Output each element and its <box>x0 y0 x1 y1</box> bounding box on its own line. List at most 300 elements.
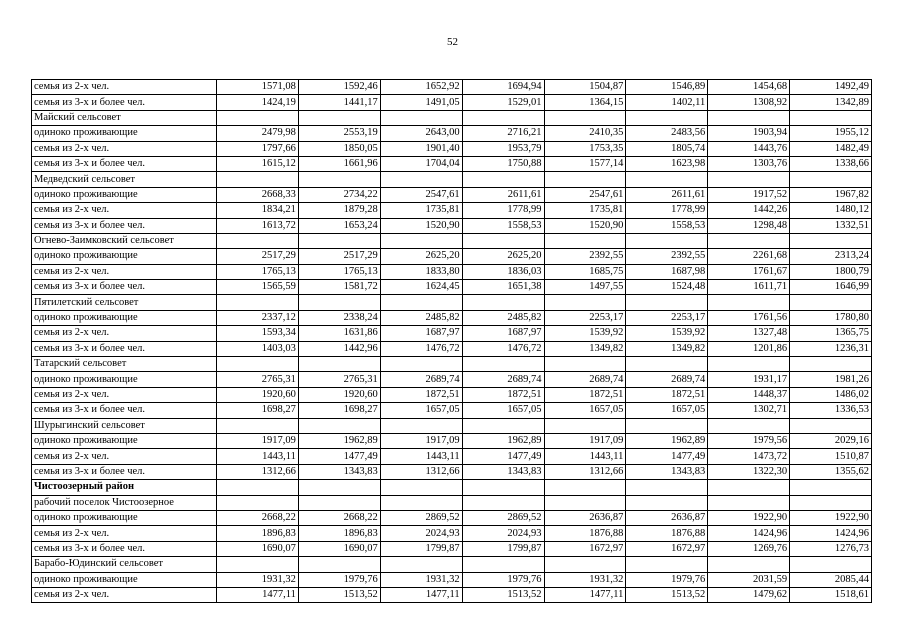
table-cell: 1672,97 <box>544 541 626 556</box>
table-cell <box>708 418 790 433</box>
section-name: рабочий поселок Чистоозерное <box>32 495 217 510</box>
table-cell: 2636,87 <box>626 510 708 525</box>
table-cell: 1931,17 <box>708 372 790 387</box>
table-cell: 1338,66 <box>790 156 872 171</box>
table-cell: 1922,90 <box>708 510 790 525</box>
table-cell <box>462 495 544 510</box>
table-cell: 1492,49 <box>790 80 872 95</box>
section-name: Барабо-Юдинский сельсовет <box>32 557 217 572</box>
table-cell: 1482,49 <box>790 141 872 156</box>
row-label: одиноко проживающие <box>32 372 217 387</box>
table-cell: 2517,29 <box>217 249 299 264</box>
row-label: семья из 3-х и более чел. <box>32 95 217 110</box>
row-label: одиноко проживающие <box>32 572 217 587</box>
table-cell <box>462 110 544 125</box>
table-cell <box>544 357 626 372</box>
table-cell: 1343,83 <box>626 464 708 479</box>
table-cell: 2085,44 <box>790 572 872 587</box>
table-cell: 1694,94 <box>462 80 544 95</box>
table-cell: 1443,11 <box>380 449 462 464</box>
table-cell: 2392,55 <box>544 249 626 264</box>
table-cell <box>544 233 626 248</box>
table-cell <box>298 357 380 372</box>
row-label: семья из 2-х чел. <box>32 526 217 541</box>
table-cell: 2261,68 <box>708 249 790 264</box>
table-row <box>32 187 872 202</box>
table-cell: 1424,19 <box>217 95 299 110</box>
section-header-row <box>32 233 872 248</box>
table-cell: 2765,31 <box>217 372 299 387</box>
table-cell <box>462 480 544 495</box>
row-label: одиноко проживающие <box>32 187 217 202</box>
table-cell: 1778,99 <box>626 203 708 218</box>
table-cell: 1486,02 <box>790 387 872 402</box>
row-label: семья из 2-х чел. <box>32 80 217 95</box>
row-label: одиноко проживающие <box>32 510 217 525</box>
table-cell: 1698,27 <box>298 403 380 418</box>
table-cell: 2024,93 <box>462 526 544 541</box>
table-cell <box>544 418 626 433</box>
table-cell <box>298 557 380 572</box>
table-cell: 1735,81 <box>544 203 626 218</box>
table-cell: 1657,05 <box>626 403 708 418</box>
table-cell: 1349,82 <box>626 341 708 356</box>
table-cell <box>626 110 708 125</box>
table-cell: 1303,76 <box>708 156 790 171</box>
table-cell: 2485,82 <box>462 310 544 325</box>
table-cell: 1322,30 <box>708 464 790 479</box>
table-cell: 1477,11 <box>544 587 626 602</box>
table-row <box>32 203 872 218</box>
table-cell: 1872,51 <box>626 387 708 402</box>
table-cell: 1332,51 <box>790 218 872 233</box>
table-cell: 1477,49 <box>626 449 708 464</box>
table-cell <box>790 233 872 248</box>
table-cell: 1593,34 <box>217 326 299 341</box>
table-cell: 1780,80 <box>790 310 872 325</box>
table-cell <box>790 357 872 372</box>
table-cell: 2668,22 <box>217 510 299 525</box>
table-cell: 1611,71 <box>708 280 790 295</box>
table-cell: 1529,01 <box>462 95 544 110</box>
row-label: семья из 3-х и более чел. <box>32 218 217 233</box>
table-cell: 1201,86 <box>708 341 790 356</box>
table-cell: 1510,87 <box>790 449 872 464</box>
table-row <box>32 280 872 295</box>
table-cell: 1443,76 <box>708 141 790 156</box>
table-cell: 2517,29 <box>298 249 380 264</box>
table-cell: 1558,53 <box>462 218 544 233</box>
table-cell: 1476,72 <box>380 341 462 356</box>
table-cell: 1761,56 <box>708 310 790 325</box>
table-cell: 1917,09 <box>380 433 462 448</box>
table-cell: 1298,48 <box>708 218 790 233</box>
table-row <box>32 464 872 479</box>
table-cell: 1479,62 <box>708 587 790 602</box>
table-cell: 1491,05 <box>380 95 462 110</box>
table-cell: 1872,51 <box>544 387 626 402</box>
table-cell <box>544 295 626 310</box>
table-cell <box>462 172 544 187</box>
table-row <box>32 141 872 156</box>
table-cell <box>790 418 872 433</box>
table-cell: 2410,35 <box>544 126 626 141</box>
section-header-row <box>32 110 872 125</box>
table-cell: 1571,08 <box>217 80 299 95</box>
table-cell: 1920,60 <box>217 387 299 402</box>
table-cell: 1979,76 <box>462 572 544 587</box>
table-cell: 1657,05 <box>462 403 544 418</box>
table-cell: 1349,82 <box>544 341 626 356</box>
table-cell: 1955,12 <box>790 126 872 141</box>
table-cell <box>626 557 708 572</box>
table-cell: 2479,98 <box>217 126 299 141</box>
table-cell <box>708 357 790 372</box>
row-label: семья из 3-х и более чел. <box>32 280 217 295</box>
table-row <box>32 449 872 464</box>
section-name: Медведский сельсовет <box>32 172 217 187</box>
table-cell: 1690,07 <box>298 541 380 556</box>
row-label: семья из 3-х и более чел. <box>32 464 217 479</box>
table-cell <box>462 557 544 572</box>
table-cell: 1520,90 <box>544 218 626 233</box>
table-cell: 1336,53 <box>790 403 872 418</box>
table-cell: 1962,89 <box>626 433 708 448</box>
table-cell: 1424,96 <box>790 526 872 541</box>
table-cell <box>380 233 462 248</box>
table-cell: 1539,92 <box>544 326 626 341</box>
table-cell <box>298 172 380 187</box>
table-row <box>32 587 872 602</box>
table-cell: 1979,76 <box>626 572 708 587</box>
table-cell: 1687,98 <box>626 264 708 279</box>
table-cell: 2625,20 <box>380 249 462 264</box>
section-name: Шурыгинский сельсовет <box>32 418 217 433</box>
table-cell: 1477,49 <box>298 449 380 464</box>
row-label: семья из 3-х и более чел. <box>32 156 217 171</box>
table-row <box>32 156 872 171</box>
table-cell <box>462 233 544 248</box>
table-cell: 1302,71 <box>708 403 790 418</box>
table-cell <box>626 295 708 310</box>
row-label: семья из 3-х и более чел. <box>32 341 217 356</box>
table-cell: 1653,24 <box>298 218 380 233</box>
table-cell: 2689,74 <box>544 372 626 387</box>
table-cell: 2553,19 <box>298 126 380 141</box>
row-label: одиноко проживающие <box>32 433 217 448</box>
table-cell: 2689,74 <box>626 372 708 387</box>
table-cell <box>544 110 626 125</box>
table-row <box>32 372 872 387</box>
table-cell <box>380 295 462 310</box>
table-cell <box>790 557 872 572</box>
table-cell: 2031,59 <box>708 572 790 587</box>
table-cell <box>544 172 626 187</box>
row-label: семья из 3-х и более чел. <box>32 541 217 556</box>
table-row <box>32 433 872 448</box>
table-cell: 1442,96 <box>298 341 380 356</box>
table-row <box>32 572 872 587</box>
table-cell: 1981,26 <box>790 372 872 387</box>
table-cell: 1480,12 <box>790 203 872 218</box>
row-label: семья из 2-х чел. <box>32 387 217 402</box>
row-label: семья из 2-х чел. <box>32 203 217 218</box>
table-cell <box>790 110 872 125</box>
table-cell: 1513,52 <box>298 587 380 602</box>
table-cell: 1967,82 <box>790 187 872 202</box>
table-cell <box>626 495 708 510</box>
table-cell: 1513,52 <box>626 587 708 602</box>
table-cell: 1698,27 <box>217 403 299 418</box>
table-cell: 1651,38 <box>462 280 544 295</box>
table-cell: 1518,61 <box>790 587 872 602</box>
table-cell: 1342,89 <box>790 95 872 110</box>
table-cell: 1539,92 <box>626 326 708 341</box>
table-cell: 1355,62 <box>790 464 872 479</box>
table-cell: 1922,90 <box>790 510 872 525</box>
table-row <box>32 541 872 556</box>
table-cell <box>626 172 708 187</box>
section-header-row <box>32 295 872 310</box>
table-cell: 1931,32 <box>380 572 462 587</box>
table-cell: 1778,99 <box>462 203 544 218</box>
table-cell <box>790 480 872 495</box>
table-row <box>32 80 872 95</box>
table-cell: 2689,74 <box>380 372 462 387</box>
table-cell <box>380 495 462 510</box>
table-cell: 1735,81 <box>380 203 462 218</box>
table-cell <box>217 233 299 248</box>
table-cell: 1690,07 <box>217 541 299 556</box>
table-cell: 1979,56 <box>708 433 790 448</box>
table-cell: 1592,46 <box>298 80 380 95</box>
table-cell <box>380 110 462 125</box>
table-cell: 2643,00 <box>380 126 462 141</box>
table-cell: 1765,13 <box>298 264 380 279</box>
table-cell: 1504,87 <box>544 80 626 95</box>
table-row <box>32 310 872 325</box>
table-cell: 1476,72 <box>462 341 544 356</box>
table-cell: 2689,74 <box>462 372 544 387</box>
row-label: семья из 2-х чел. <box>32 449 217 464</box>
table-cell: 1903,94 <box>708 126 790 141</box>
page-number: 52 <box>447 36 458 48</box>
table-cell: 1917,09 <box>544 433 626 448</box>
table-cell: 1765,13 <box>217 264 299 279</box>
table-cell: 1687,97 <box>462 326 544 341</box>
table-cell: 1477,11 <box>217 587 299 602</box>
table-cell <box>217 418 299 433</box>
tariff-table <box>31 79 872 603</box>
table-cell: 1448,37 <box>708 387 790 402</box>
table-cell: 2869,52 <box>380 510 462 525</box>
table-cell: 1797,66 <box>217 141 299 156</box>
table-cell: 1441,17 <box>298 95 380 110</box>
table-cell: 1454,68 <box>708 80 790 95</box>
table-cell: 1443,11 <box>217 449 299 464</box>
table-row <box>32 326 872 341</box>
table-cell: 2485,82 <box>380 310 462 325</box>
section-name: Огнево-Заимковский сельсовет <box>32 233 217 248</box>
table-cell: 1876,88 <box>544 526 626 541</box>
table-cell: 1872,51 <box>462 387 544 402</box>
table-cell <box>217 557 299 572</box>
row-label: семья из 2-х чел. <box>32 587 217 602</box>
table-cell <box>708 495 790 510</box>
table-cell <box>708 110 790 125</box>
table-cell: 1761,67 <box>708 264 790 279</box>
section-name: Татарский сельсовет <box>32 357 217 372</box>
table-cell: 1308,92 <box>708 95 790 110</box>
row-label: одиноко проживающие <box>32 249 217 264</box>
table-cell: 1850,05 <box>298 141 380 156</box>
table-cell: 1896,83 <box>217 526 299 541</box>
table-cell: 2625,20 <box>462 249 544 264</box>
table-cell <box>626 480 708 495</box>
section-header-row <box>32 172 872 187</box>
table-cell: 1799,87 <box>462 541 544 556</box>
table-cell: 1753,35 <box>544 141 626 156</box>
table-cell: 2869,52 <box>462 510 544 525</box>
table-cell: 1901,40 <box>380 141 462 156</box>
table-row <box>32 218 872 233</box>
table-cell: 2253,17 <box>626 310 708 325</box>
table-cell: 2547,61 <box>544 187 626 202</box>
table-cell <box>217 295 299 310</box>
table-cell <box>626 233 708 248</box>
table-cell: 1879,28 <box>298 203 380 218</box>
table-cell: 1312,66 <box>217 464 299 479</box>
table-row <box>32 264 872 279</box>
table-cell: 2765,31 <box>298 372 380 387</box>
table-cell <box>626 357 708 372</box>
row-label: семья из 2-х чел. <box>32 264 217 279</box>
table-cell: 1672,97 <box>626 541 708 556</box>
table-cell <box>544 557 626 572</box>
table-cell <box>544 495 626 510</box>
table-cell: 1685,75 <box>544 264 626 279</box>
table-cell: 1799,87 <box>380 541 462 556</box>
table-cell <box>790 295 872 310</box>
table-cell: 1577,14 <box>544 156 626 171</box>
table-cell <box>380 357 462 372</box>
table-cell: 1613,72 <box>217 218 299 233</box>
section-header-row <box>32 495 872 510</box>
table-cell: 2636,87 <box>544 510 626 525</box>
table-cell: 1896,83 <box>298 526 380 541</box>
table-cell: 1646,99 <box>790 280 872 295</box>
table-cell: 1546,89 <box>626 80 708 95</box>
table-cell <box>217 172 299 187</box>
table-cell: 1269,76 <box>708 541 790 556</box>
table-cell: 1327,48 <box>708 326 790 341</box>
table-cell: 1513,52 <box>462 587 544 602</box>
table-row <box>32 126 872 141</box>
table-cell <box>380 418 462 433</box>
row-label: одиноко проживающие <box>32 126 217 141</box>
table-cell: 1876,88 <box>626 526 708 541</box>
table-cell: 1565,59 <box>217 280 299 295</box>
table-cell: 1834,21 <box>217 203 299 218</box>
table-cell: 1657,05 <box>380 403 462 418</box>
table-row <box>32 526 872 541</box>
table-cell <box>298 233 380 248</box>
table-cell: 2029,16 <box>790 433 872 448</box>
table-cell: 1615,12 <box>217 156 299 171</box>
table-cell <box>462 418 544 433</box>
table-cell: 2253,17 <box>544 310 626 325</box>
table-cell: 2483,56 <box>626 126 708 141</box>
table-cell: 1800,79 <box>790 264 872 279</box>
table-cell: 1581,72 <box>298 280 380 295</box>
table-cell <box>462 357 544 372</box>
section-name: Пятилетский сельсовет <box>32 295 217 310</box>
table-cell: 2716,21 <box>462 126 544 141</box>
table-cell: 2547,61 <box>380 187 462 202</box>
table-cell <box>544 480 626 495</box>
row-label: семья из 2-х чел. <box>32 326 217 341</box>
table-cell: 1917,09 <box>217 433 299 448</box>
table-cell: 1657,05 <box>544 403 626 418</box>
table-cell: 1236,31 <box>790 341 872 356</box>
table-cell <box>708 233 790 248</box>
table-cell <box>380 480 462 495</box>
table-cell: 1931,32 <box>217 572 299 587</box>
table-cell: 1424,96 <box>708 526 790 541</box>
table-cell: 1920,60 <box>298 387 380 402</box>
row-label: семья из 3-х и более чел. <box>32 403 217 418</box>
table-cell: 2392,55 <box>626 249 708 264</box>
table-cell <box>790 172 872 187</box>
table-cell: 1624,45 <box>380 280 462 295</box>
table-cell: 1312,66 <box>380 464 462 479</box>
table-cell: 1364,15 <box>544 95 626 110</box>
table-row <box>32 95 872 110</box>
table-cell <box>626 418 708 433</box>
table-cell <box>708 295 790 310</box>
table-cell: 1477,49 <box>462 449 544 464</box>
district-header-row <box>32 480 872 495</box>
table-cell <box>217 495 299 510</box>
table-cell: 1497,55 <box>544 280 626 295</box>
table-cell: 1953,79 <box>462 141 544 156</box>
table-cell: 1979,76 <box>298 572 380 587</box>
table-cell: 2338,24 <box>298 310 380 325</box>
table-cell <box>298 495 380 510</box>
table-cell: 1558,53 <box>626 218 708 233</box>
table-cell: 1962,89 <box>462 433 544 448</box>
table-cell: 1524,48 <box>626 280 708 295</box>
table-cell <box>380 557 462 572</box>
table-cell: 1365,75 <box>790 326 872 341</box>
table-row <box>32 403 872 418</box>
table-cell <box>298 418 380 433</box>
table-cell: 2313,24 <box>790 249 872 264</box>
table-cell <box>380 172 462 187</box>
section-header-row <box>32 557 872 572</box>
table-cell: 1442,26 <box>708 203 790 218</box>
row-label: одиноко проживающие <box>32 310 217 325</box>
table-cell <box>217 357 299 372</box>
table-cell: 1652,92 <box>380 80 462 95</box>
table-cell: 1403,03 <box>217 341 299 356</box>
table-cell: 2668,22 <box>298 510 380 525</box>
table-cell: 2734,22 <box>298 187 380 202</box>
row-label: семья из 2-х чел. <box>32 141 217 156</box>
section-header-row <box>32 418 872 433</box>
table-cell: 1402,11 <box>626 95 708 110</box>
table-cell: 2611,61 <box>626 187 708 202</box>
